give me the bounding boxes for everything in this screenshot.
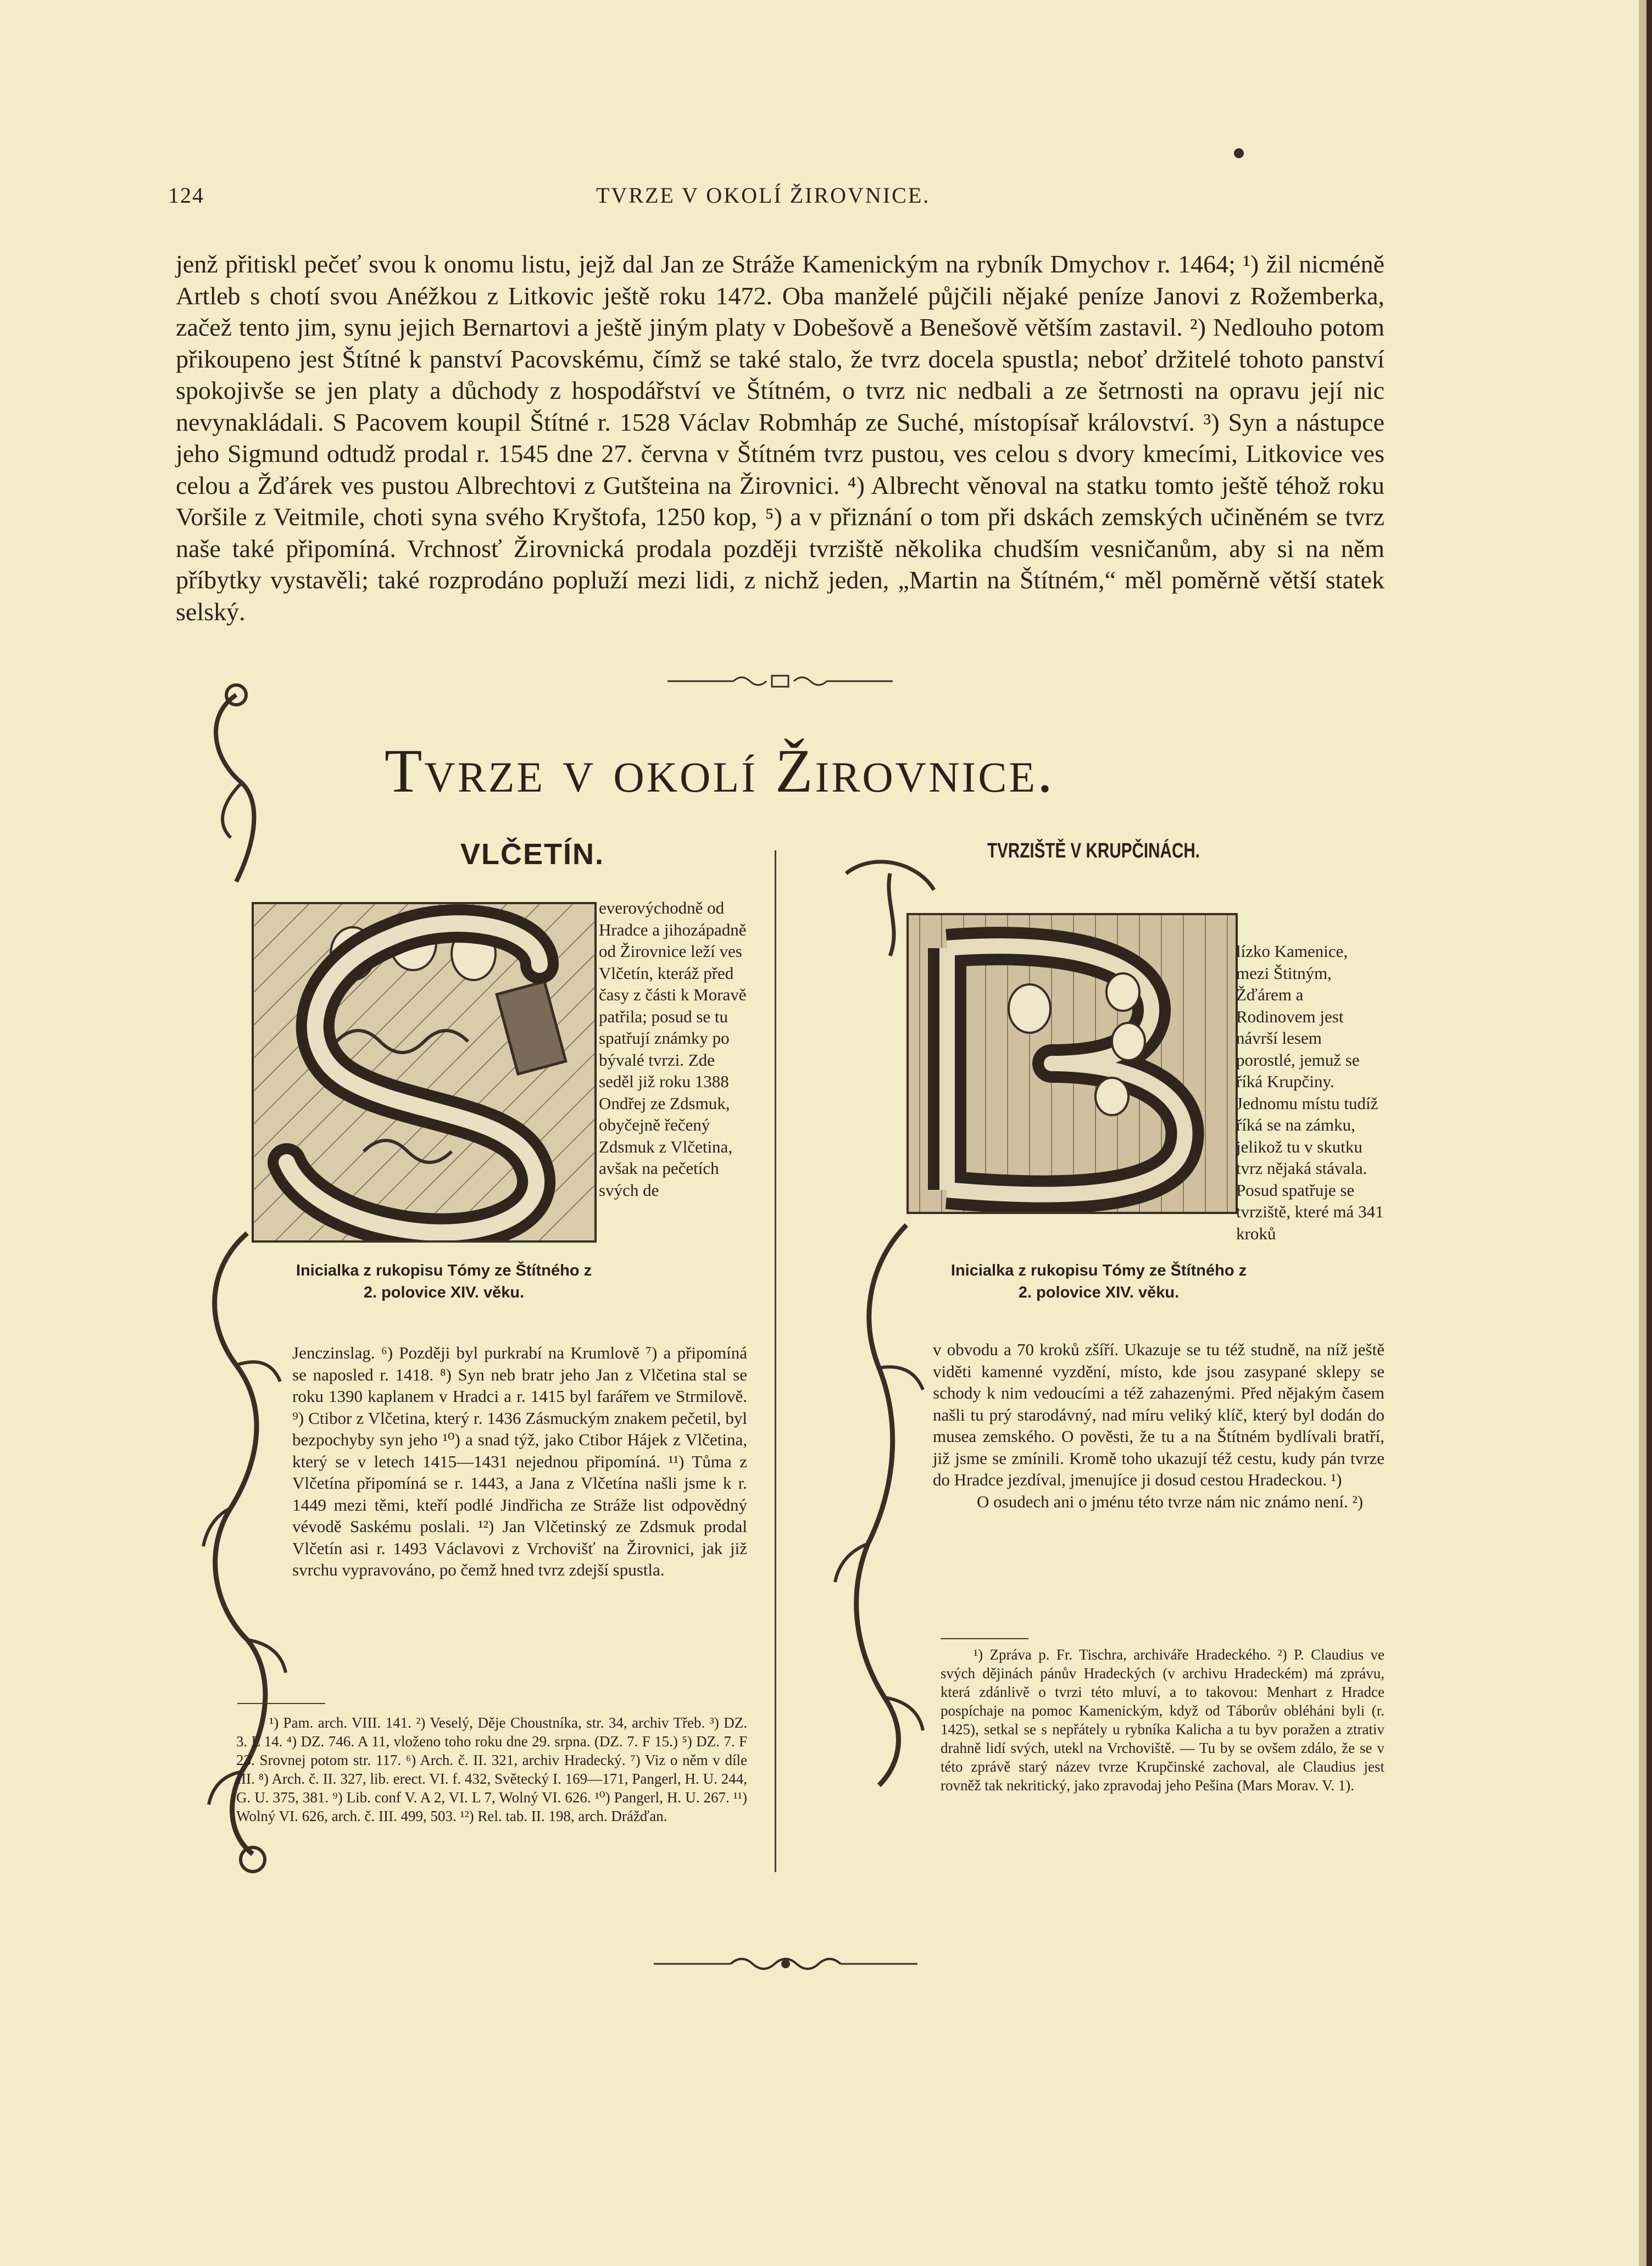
illuminated-initial-s: [252, 902, 597, 1243]
vlcetin-paragraph-cont: Jenczinslag. ⁶) Později byl purkrabí na Krumlově ⁷) a připomíná se naposled r. 1418. ⁸) Syn neb bratr jeho Jan z Vlčetina stal se roku 1390 kaplanem v Hradci a r. 1415 byl farářem ve Strmilově. ⁹) Ctibor z Vlčetina, který r. 1436 Zásmuckým znakem pečetil, byl bezpochyby syn jeho ¹⁰) a snad týž, jako Ctibor Hájek z Vlčetina, který se v letech 1415—1431 nejednou připomíná. ¹¹) Tůma z Vlčetína připomíná se r. 1443, a Jana z Vlčetína našli jsme k r. 1449 mezi těmi, kteří podlé Jindřicha ze Stráže list odpovědný vévodě Saskému poslali. ¹²) Jan Vlčetinský ze Zdsmuk prodal Vlčetín asi r. 1493 Václavovi z Vrchovišť na Žirovnici, jak již svrchu vypravováno, po čemž hned tvrz zdejší spustla.: [292, 1343, 747, 1579]
vlcetin-paragraph-start: everovýchodně od Hradce a jihozápadně od Žirovnice leží ves Vlčetín, kteráž před časy z části k Moravě patřila; posud se tu spatřují známky po bývalé tvrzi. Zde seděl již roku 1388 Ondřej ze Zdsmuk, obyčejně řečený Zdsmuk z Vlčetina, avšak na pečetích svých de: [599, 898, 747, 1200]
footnotes-left: [236, 1713, 747, 1825]
section-heading-vlcetin: VLČETÍN.: [460, 838, 605, 871]
section-divider-ornament: [668, 670, 893, 692]
intro-paragraph: [176, 248, 1384, 627]
footnote-rule-left: [237, 1703, 325, 1704]
caption-initial-s: Inicialka z rukopisu Tómy ze Štítného z 2. polovice XIV. věku.: [296, 1262, 592, 1301]
krupciny-text-below-initial: [933, 1339, 1384, 1512]
footer-ornament: [654, 1950, 917, 1978]
initial-b-illustration: [909, 915, 1236, 1212]
page-number: 124: [168, 183, 204, 208]
vlcetin-text-below-initial: [292, 1342, 747, 1581]
vlcetin-text-beside-initial: [599, 897, 747, 1201]
column-divider: [775, 850, 776, 1872]
krupciny-paragraph-end: O osudech ani o jménu této tvrze nám nic známo není. ²): [977, 1491, 1364, 1511]
krupciny-text-beside-initial: [1236, 940, 1384, 1244]
krupciny-paragraph-cont: v obvodu a 70 kroků zšíří. Ukazuje se tu též studně, na níž ještě viděti kamenné vyzdění, místo, kde jsou zasypané sklepy se schody k nim vedoucími a též zahazenými. Před nějakým časem našli tu prý starodávný, nad míru veliký klíč, který byl dodán do musea zemského. O pověsti, že tu a na Štítném bydlívali bratří, již jsme se zmínili. Kromě toho ukazují též cestu, kudy pán tvrze do Hradce jezdíval, jmenujíce ji dosud cestou Hradeckou. ¹): [933, 1340, 1384, 1489]
article-title: Tvrze v okolí Žirovnice.: [385, 737, 1055, 805]
krupciny-paragraph-start: lízko Kamenice, mezi Štitným, Žďárem a Rodinovem jest návrší lesem porostlé, jemuž se říká Krupčiny. Jednomu místu tudíž říká se na zámku, jelikož tu v skutku tvrz nějaká stávala. Posud spatřuje se tvrziště, které má 341 kroků: [1236, 942, 1384, 1243]
intro-text: jenž přitiskl pečeť svou k onomu listu, jejž dal Jan ze Stráže Kamenickým na rybník Dmychov r. 1464; ¹) žil nicméně Artleb s chotí svou Anéžkou z Litkovic ještě roku 1472. Oba manželé půjčili nějaké peníze Janovi z Rožemberka, začež tento jim, synu jejich Bernartovi a ještě jiným platy v Dobešově a Benešově větším zastavil. ²) Nedlouho potom přikoupeno jest Štítné k panství Pacovskému, čímž se také stalo, že tvrz docela spustla; neboť držitelé tohoto panství spokojivše se jen platy a důchody z hospodářství ve Štítném, o tvrz nic nedbali a ze šetrnosti na opravu její nic nevynakládali. S Pacovem koupil Štítné r. 1528 Václav Robmháp ze Suché, místopísař království. ³) Syn a nástupce jeho Sigmund odtudž prodal r. 1545 dne 27. června v Štítném tvrz pustou, ves celou s dvory kmecími, Litkovice ves celou a Žďárek ves pustou Albrechtovi z Gutšteina na Žirovnici. ⁴) Albrecht věnoval na statku tomto ještě téhož roku Voršile z Veitmile, choti syna svého Kryštofa, 1250 kop, ⁵) a v přiznání o tom při dskách zemských učiněném se tvrz naše také připomíná. Vrchnosť Žirovnická prodala později tvrziště několika chudším vesničanům, aby si na něm příbytky vystavěli; také rozprodáno popluží mezi lidi, z nichž jeden, „Martin na Štítném,“ měl poměrně větší statek selský.: [176, 250, 1384, 626]
initial-s-illustration: [254, 904, 594, 1240]
caption-initial-b: Inicialka z rukopisu Tómy ze Štítného z 2. polovice XIV. věku.: [950, 1262, 1247, 1301]
running-title: TVRZE V OKOLÍ ŽIROVNICE.: [596, 183, 931, 208]
ink-speck: [1234, 148, 1244, 158]
footnotes-right: [941, 1645, 1384, 1795]
book-spine-edge: [1647, 0, 1652, 2266]
footnote-rule-right: [941, 1638, 1028, 1639]
section-heading-krupciny: TVRZIŠTĚ V KRUPČINÁCH.: [987, 839, 1200, 862]
acanthus-scroll-ornament-left: [192, 673, 302, 1892]
footnotes-left-text: ¹) Pam. arch. VIII. 141. ²) Veselý, Děje Choustníka, str. 34, archiv Třeb. ³) DZ. 3. L 14. ⁴) DZ. 746. A 11, vloženo toho roku dne 29. srpna. (DZ. 7. F 15.) ⁵) DZ. 7. F 23. Srovnej potom str. 117. ⁶) Arch. č. II. 321, archiv Hradecký. ⁷) Viz o něm v díle III. ⁸) Arch. č. II. 327, lib. erect. VI. f. 432, Světecký I. 169—171, Pangerl, H. U. 244, G. U. 375, 381. ⁹) Lib. conf V. A 2, VI. L 7, Wolný VI. 626. ¹⁰) Pangerl, H. U. 267. ¹¹) Wolný VI. 626, arch. č. III. 499, 503. ¹²) Rel. tab. II. 198, arch. Drážďan.: [236, 1714, 747, 1824]
page-edge-shadow: [1639, 0, 1647, 2266]
illuminated-initial-b: [906, 913, 1238, 1214]
footnotes-right-text: ¹) Zpráva p. Fr. Tischra, archiváře Hradeckého. ²) P. Claudius ve svých dějinách pánův Hradeckých (v archivu Hradeckém) má zprávu, která zdánlivě o tvrzi této mluví, a to takovou: Menhart z Hradce pospíchaje na pomoc Kamenickým, když od Táborův obléháni byli (r. 1425), setkal se s nepřátely u rybníka Kalicha a tu byv poražen a ztrativ drahně lidí svých, utekl na Vrchoviště. — Tu by se ovšem zdálo, že se v této zprávě starý název tvrze Krupčinské zachoval, ale Claudius jest rovněž tak nekritický, jako zpravodaj jeho Pešina (Mars Morav. V. 1).: [941, 1646, 1384, 1794]
